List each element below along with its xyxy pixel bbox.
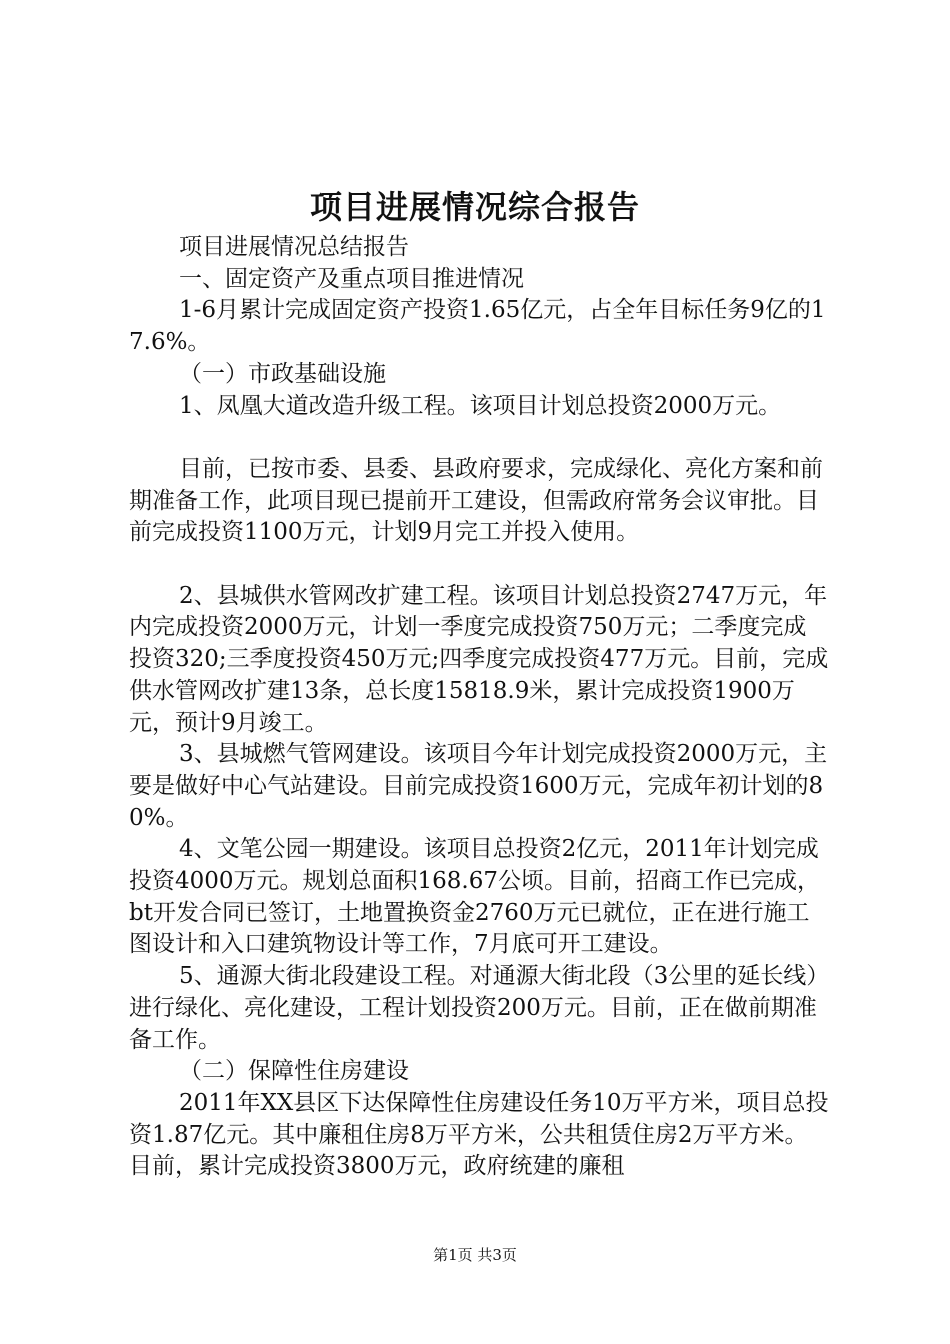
- paragraph: 一、固定资产及重点项目推进情况: [179, 265, 524, 292]
- paragraph: （二）保障性住房建设: [179, 1058, 409, 1085]
- paragraph: 2011年XX县区下达保障性住房建设任务10万平方米，项目总投资1.87亿元。其中廉租住房8万平方米，公共租赁住房2万平方米。目前，累计完成投资3800万元，政府统建的廉租: [129, 1089, 829, 1180]
- paragraph: 4、文笔公园一期建设。该项目总投资2亿元，2011年计划完成投资4000万元。规划总面积168.67公顷。目前，招商工作已完成，bt开发合同已签订，土地置换资金2760万元已就位，正在进行施工图设计和入口建筑物设计等工作，7月底可开工建设。: [129, 836, 821, 958]
- paragraph: 项目进展情况总结报告: [179, 234, 409, 260]
- paragraph: 1-6月累计完成固定资产投资1.65亿元，占全年目标任务9亿的17.6%。: [129, 297, 826, 356]
- paragraph: 5、通源大街北段建设工程。对通源大街北段（3公里的延长线）进行绿化、亮化建设，工程计划投资200万元。目前，正在做前期准备工作。: [129, 963, 818, 1053]
- paragraph: 1、凤凰大道改造升级工程。该项目计划总投资2000万元。: [179, 392, 782, 419]
- page-title: 项目进展情况综合报告: [309, 188, 640, 226]
- paragraph: （一）市政基础设施: [179, 360, 386, 387]
- document-body: [129, 232, 829, 1183]
- page-number-footer: 第1页 共3页: [433, 1246, 517, 1264]
- paragraph: 目前，已按市委、县委、县政府要求，完成绿化、亮化方案和前期准备工作，此项目现已提前开工建设，但需政府常务会议审批。目前完成投资1100万元，计划9月完工并投入使用。: [129, 455, 823, 546]
- paragraph: 2、县城供水管网改扩建工程。该项目计划总投资2747万元，年内完成投资2000万元，计划一季度完成投资750万元；二季度完成投资320;三季度投资450万元;四季度完成投资477万元。目前，完成供水管网改扩建13条，总长度15818.9米，累计完成投资1900万元，预计9月竣工。: [129, 582, 829, 736]
- paragraph: 3、县城燃气管网建设。该项目今年计划完成投资2000万元，主要是做好中心气站建设。目前完成投资1600万元，完成年初计划的80%。: [129, 741, 828, 831]
